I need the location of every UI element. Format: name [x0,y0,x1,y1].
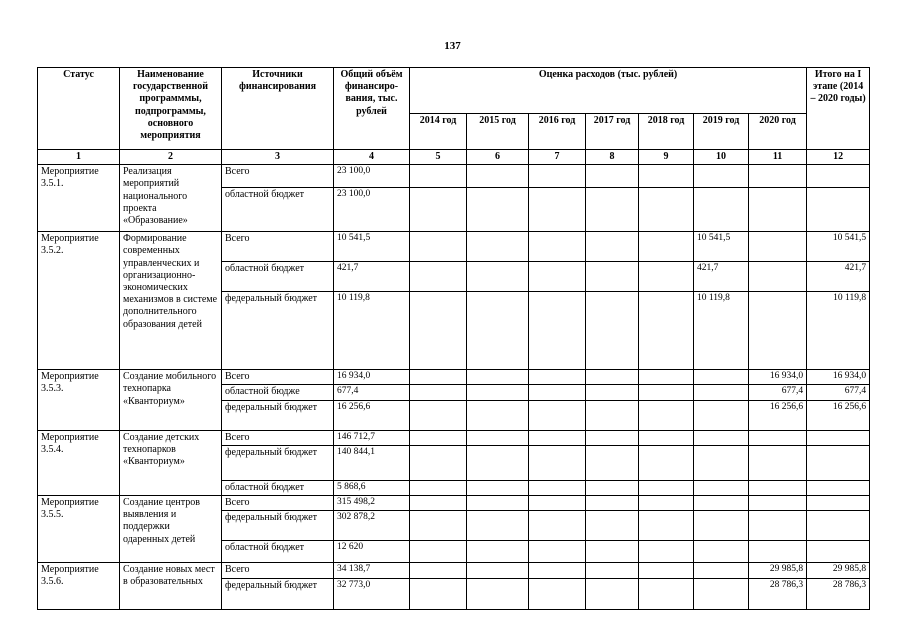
total-cell: 140 844,1 [334,445,410,480]
year-2017-cell [586,262,639,292]
header-year-2016: 2016 год [529,114,586,150]
source-cell: федеральный бюджет [222,579,334,610]
total-cell: 23 100,0 [334,165,410,188]
year-2014-cell [410,445,467,480]
year-2018-cell [639,188,694,232]
year-2014-cell [410,563,467,579]
total-cell: 421,7 [334,262,410,292]
year-2015-cell [467,400,529,430]
column-number: 8 [586,150,639,165]
year-2014-cell [410,495,467,510]
total-cell: 5 868,6 [334,480,410,495]
source-cell: федеральный бюджет [222,292,334,370]
year-2016-cell [529,563,586,579]
year-2015-cell [467,370,529,385]
year-2017-cell [586,541,639,563]
year-2016-cell [529,262,586,292]
year-2020-cell [749,262,807,292]
year-2017-cell [586,232,639,262]
year-2018-cell [639,232,694,262]
year-2019-cell [694,495,749,510]
year-2016-cell [529,495,586,510]
year-2019-cell [694,188,749,232]
total-cell: 10 541,5 [334,232,410,262]
year-2014-cell [410,370,467,385]
header-year-2019: 2019 год [694,114,749,150]
year-2014-cell [410,188,467,232]
total-cell: 315 498,2 [334,495,410,510]
stage-total-cell [807,495,870,510]
stage-total-cell: 421,7 [807,262,870,292]
stage-total-cell: 10 119,8 [807,292,870,370]
year-2015-cell [467,480,529,495]
measure-name-cell: Формирование современных управленческих и организационно-экономических механизмов в системе дополнительного образования детей [120,232,222,370]
year-2016-cell [529,541,586,563]
year-2014-cell [410,430,467,445]
total-cell: 23 100,0 [334,188,410,232]
year-2014-cell [410,511,467,541]
stage-total-cell: 16 934,0 [807,370,870,385]
year-2018-cell [639,445,694,480]
year-2018-cell [639,495,694,510]
header-status: Статус [38,68,120,150]
year-2017-cell [586,430,639,445]
header-year-2020: 2020 год [749,114,807,150]
year-2020-cell [749,445,807,480]
source-cell: Всего [222,430,334,445]
year-2018-cell [639,385,694,400]
column-number: 1 [38,150,120,165]
year-2014-cell [410,262,467,292]
column-number: 2 [120,150,222,165]
year-2016-cell [529,511,586,541]
year-2019-cell [694,445,749,480]
source-cell: Всего [222,495,334,510]
year-2020-cell: 29 985,8 [749,563,807,579]
year-2020-cell [749,292,807,370]
table-row [38,430,870,445]
page-number: 137 [444,40,461,52]
year-2015-cell [467,579,529,610]
year-2020-cell [749,188,807,232]
year-2018-cell [639,430,694,445]
table-row [38,370,870,385]
year-2017-cell [586,370,639,385]
column-number: 10 [694,150,749,165]
year-2017-cell [586,385,639,400]
header-year-2015: 2015 год [467,114,529,150]
status-cell: Мероприятие 3.5.5. [38,495,120,562]
source-cell: федеральный бюджет [222,400,334,430]
year-2019-cell [694,385,749,400]
table-row [38,495,870,510]
year-2020-cell [749,480,807,495]
column-number: 11 [749,150,807,165]
measure-name-cell: Реализация мероприятий национального проекта «Образование» [120,165,222,232]
header-stage-total: Итого на I этапе (2014 – 2020 годы) [807,68,870,150]
year-2019-cell [694,480,749,495]
column-number: 5 [410,150,467,165]
header-year-2017: 2017 год [586,114,639,150]
year-2015-cell [467,430,529,445]
source-cell: Всего [222,563,334,579]
measure-name-cell: Создание мобильного технопарка «Кванториум» [120,370,222,430]
year-2015-cell [467,385,529,400]
source-cell: областной бюдже [222,385,334,400]
year-2019-cell [694,430,749,445]
year-2016-cell [529,232,586,262]
year-2014-cell [410,292,467,370]
year-2018-cell [639,262,694,292]
header-sources: Источники финансирования [222,68,334,150]
year-2020-cell [749,165,807,188]
year-2019-cell [694,165,749,188]
table-body [38,165,870,610]
total-cell: 146 712,7 [334,430,410,445]
source-cell: областной бюджет [222,480,334,495]
source-cell: Всего [222,232,334,262]
header-year-2018: 2018 год [639,114,694,150]
year-2020-cell [749,511,807,541]
year-2015-cell [467,165,529,188]
table-row [38,165,870,188]
year-2014-cell [410,165,467,188]
year-2020-cell: 28 786,3 [749,579,807,610]
year-2015-cell [467,188,529,232]
source-cell: областной бюджет [222,262,334,292]
stage-total-cell: 16 256,6 [807,400,870,430]
status-cell: Мероприятие 3.5.3. [38,370,120,430]
year-2016-cell [529,430,586,445]
stage-total-cell: 28 786,3 [807,579,870,610]
total-cell: 677,4 [334,385,410,400]
stage-total-cell: 29 985,8 [807,563,870,579]
total-cell: 10 119,8 [334,292,410,370]
total-cell: 302 878,2 [334,511,410,541]
column-number: 7 [529,150,586,165]
header-year-2014: 2014 год [410,114,467,150]
table-row [38,232,870,262]
header-estimate: Оценка расходов (тыс. рублей) [410,68,807,114]
year-2016-cell [529,400,586,430]
stage-total-cell [807,480,870,495]
year-2017-cell [586,445,639,480]
status-cell: Мероприятие 3.5.1. [38,165,120,232]
status-cell: Мероприятие 3.5.2. [38,232,120,370]
year-2016-cell [529,480,586,495]
column-number: 9 [639,150,694,165]
year-2016-cell [529,370,586,385]
stage-total-cell: 10 541,5 [807,232,870,262]
year-2017-cell [586,511,639,541]
year-2014-cell [410,541,467,563]
stage-total-cell [807,430,870,445]
year-2015-cell [467,232,529,262]
year-2020-cell: 16 256,6 [749,400,807,430]
year-2015-cell [467,292,529,370]
year-2015-cell [467,511,529,541]
column-number: 6 [467,150,529,165]
year-2019-cell [694,579,749,610]
year-2016-cell [529,385,586,400]
year-2019-cell: 421,7 [694,262,749,292]
year-2018-cell [639,400,694,430]
source-cell: федеральный бюджет [222,511,334,541]
year-2017-cell [586,495,639,510]
year-2017-cell [586,579,639,610]
year-2018-cell [639,165,694,188]
year-2016-cell [529,579,586,610]
year-2019-cell [694,511,749,541]
year-2019-cell [694,563,749,579]
year-2018-cell [639,579,694,610]
column-number: 3 [222,150,334,165]
source-cell: Всего [222,370,334,385]
year-2017-cell [586,188,639,232]
year-2015-cell [467,495,529,510]
year-2014-cell [410,385,467,400]
year-2018-cell [639,563,694,579]
year-2019-cell: 10 541,5 [694,232,749,262]
year-2015-cell [467,541,529,563]
year-2018-cell [639,480,694,495]
year-2017-cell [586,292,639,370]
source-cell: областной бюджет [222,188,334,232]
source-cell: Всего [222,165,334,188]
header-name: Наименование государственной программмы, подпрограммы, основного мероприятия [120,68,222,150]
measure-name-cell: Создание центров выявления и поддержки одаренных детей [120,495,222,562]
year-2020-cell [749,232,807,262]
measure-name-cell: Создание новых мест в образовательных [120,563,222,610]
total-cell: 16 934,0 [334,370,410,385]
year-2016-cell [529,165,586,188]
total-cell: 12 620 [334,541,410,563]
column-number: 12 [807,150,870,165]
year-2014-cell [410,232,467,262]
status-cell: Мероприятие 3.5.6. [38,563,120,610]
year-2020-cell [749,541,807,563]
year-2014-cell [410,480,467,495]
year-2020-cell [749,430,807,445]
year-2018-cell [639,370,694,385]
stage-total-cell: 677,4 [807,385,870,400]
status-cell: Мероприятие 3.5.4. [38,430,120,495]
year-2019-cell [694,400,749,430]
stage-total-cell [807,188,870,232]
total-cell: 34 138,7 [334,563,410,579]
year-2020-cell [749,495,807,510]
year-2017-cell [586,165,639,188]
stage-total-cell [807,541,870,563]
year-2020-cell: 677,4 [749,385,807,400]
source-cell: федеральный бюджет [222,445,334,480]
year-2017-cell [586,563,639,579]
year-2016-cell [529,292,586,370]
total-cell: 16 256,6 [334,400,410,430]
stage-total-cell [807,165,870,188]
year-2015-cell [467,262,529,292]
stage-total-cell [807,445,870,480]
year-2017-cell [586,480,639,495]
year-2019-cell [694,541,749,563]
stage-total-cell [807,511,870,541]
year-2016-cell [529,445,586,480]
year-2014-cell [410,579,467,610]
year-2018-cell [639,292,694,370]
total-cell: 32 773,0 [334,579,410,610]
table-row [38,563,870,579]
year-2015-cell [467,563,529,579]
measure-name-cell: Создание детских технопарков «Кванториум» [120,430,222,495]
year-2020-cell: 16 934,0 [749,370,807,385]
source-cell: областной бюджет [222,541,334,563]
year-2019-cell [694,370,749,385]
year-2014-cell [410,400,467,430]
year-2019-cell: 10 119,8 [694,292,749,370]
header-total: Общий объём финансиро-вания, тыс. рублей [334,68,410,150]
year-2018-cell [639,541,694,563]
year-2015-cell [467,445,529,480]
year-2018-cell [639,511,694,541]
financing-table [37,67,870,610]
year-2016-cell [529,188,586,232]
year-2017-cell [586,400,639,430]
column-number: 4 [334,150,410,165]
